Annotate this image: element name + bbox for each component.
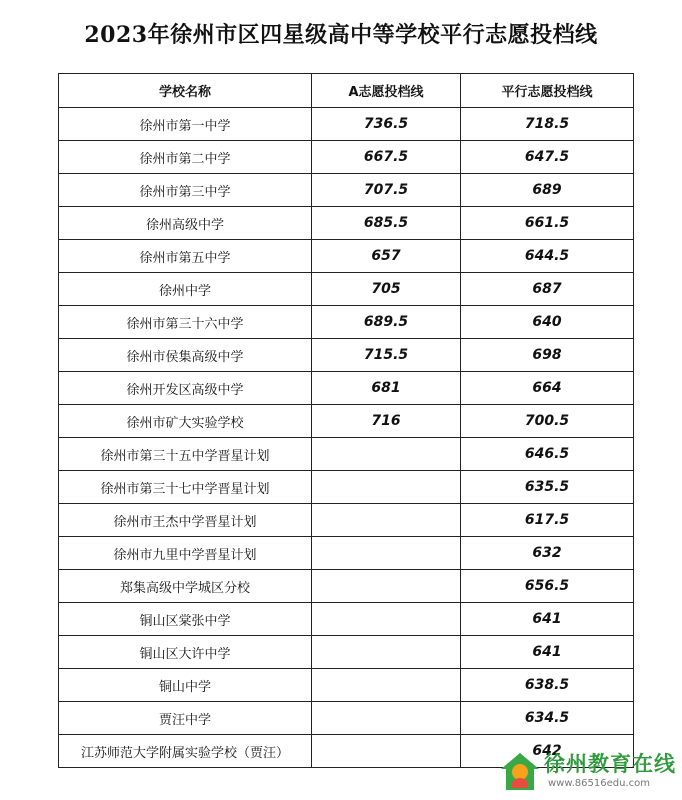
table-row [59,207,634,240]
table-row [59,537,634,570]
a-score-cell [312,669,461,702]
parallel-score-cell: 718.5 [461,108,634,141]
school-name-cell: 徐州市第三十五中学晋星计划 [59,438,312,471]
parallel-score-cell: 642 [461,735,634,768]
watermark [498,742,682,800]
table-row [59,339,634,372]
header-parallel-score: 平行志愿投档线 [461,74,634,108]
a-score-cell: 657 [312,240,461,273]
table-row [59,669,634,702]
table-row [59,108,634,141]
a-score-cell: 716 [312,405,461,438]
school-name-cell: 铜山区棠张中学 [59,603,312,636]
parallel-score-cell: 700.5 [461,405,634,438]
school-name-cell: 徐州市第三中学 [59,174,312,207]
a-score-cell [312,735,461,768]
a-score-cell: 705 [312,273,461,306]
house-logo-icon [498,750,542,794]
a-score-cell: 715.5 [312,339,461,372]
school-name-cell: 徐州高级中学 [59,207,312,240]
parallel-score-cell: 661.5 [461,207,634,240]
watermark-url: www.86516edu.com [548,778,650,789]
school-name-cell: 铜山区大许中学 [59,636,312,669]
parallel-score-cell: 698 [461,339,634,372]
parallel-score-cell: 632 [461,537,634,570]
a-score-cell: 667.5 [312,141,461,174]
school-name-cell: 徐州市第五中学 [59,240,312,273]
header-school-name: 学校名称 [59,74,312,108]
table-row [59,504,634,537]
table-row [59,405,634,438]
a-score-cell [312,570,461,603]
school-name-cell: 贾汪中学 [59,702,312,735]
table-row [59,570,634,603]
parallel-score-cell: 656.5 [461,570,634,603]
a-score-cell [312,636,461,669]
a-score-cell: 736.5 [312,108,461,141]
parallel-score-cell: 664 [461,372,634,405]
table-row [59,702,634,735]
school-name-cell: 徐州中学 [59,273,312,306]
table-row [59,636,634,669]
a-score-cell [312,504,461,537]
school-name-cell: 郑集高级中学城区分校 [59,570,312,603]
table-row [59,603,634,636]
school-name-cell: 徐州市矿大实验学校 [59,405,312,438]
parallel-score-cell: 635.5 [461,471,634,504]
parallel-score-cell: 647.5 [461,141,634,174]
table-row [59,141,634,174]
parallel-score-cell: 634.5 [461,702,634,735]
table-row [59,471,634,504]
school-name-cell: 徐州开发区高级中学 [59,372,312,405]
school-name-cell: 徐州市王杰中学晋星计划 [59,504,312,537]
parallel-score-cell: 640 [461,306,634,339]
school-name-cell: 江苏师范大学附属实验学校（贾汪） [59,735,312,768]
school-name-cell: 徐州市侯集高级中学 [59,339,312,372]
a-score-cell [312,438,461,471]
a-score-cell: 681 [312,372,461,405]
parallel-score-cell: 687 [461,273,634,306]
table-header-row [59,74,634,108]
parallel-score-cell: 617.5 [461,504,634,537]
parallel-score-cell: 638.5 [461,669,634,702]
a-score-cell: 707.5 [312,174,461,207]
table-row [59,240,634,273]
a-score-cell: 685.5 [312,207,461,240]
parallel-score-cell: 646.5 [461,438,634,471]
a-score-cell [312,537,461,570]
school-name-cell: 徐州市第一中学 [59,108,312,141]
table-row [59,174,634,207]
table-body [59,108,634,768]
header-a-score: A志愿投档线 [312,74,461,108]
table-row [59,438,634,471]
school-name-cell: 徐州市第三十七中学晋星计划 [59,471,312,504]
parallel-score-cell: 641 [461,636,634,669]
a-score-cell [312,702,461,735]
parallel-score-cell: 644.5 [461,240,634,273]
a-score-cell [312,471,461,504]
school-name-cell: 徐州市第三十六中学 [59,306,312,339]
page-title: 2023年徐州市区四星级高中等学校平行志愿投档线 [84,22,598,48]
a-score-cell [312,603,461,636]
table-row [59,273,634,306]
table-row [59,372,634,405]
parallel-score-cell: 641 [461,603,634,636]
table-row [59,306,634,339]
a-score-cell: 689.5 [312,306,461,339]
parallel-score-cell: 689 [461,174,634,207]
school-name-cell: 铜山中学 [59,669,312,702]
watermark-title: 徐州教育在线 [544,752,676,776]
school-name-cell: 徐州市第二中学 [59,141,312,174]
school-name-cell: 徐州市九里中学晋星计划 [59,537,312,570]
admission-score-table [58,73,634,768]
